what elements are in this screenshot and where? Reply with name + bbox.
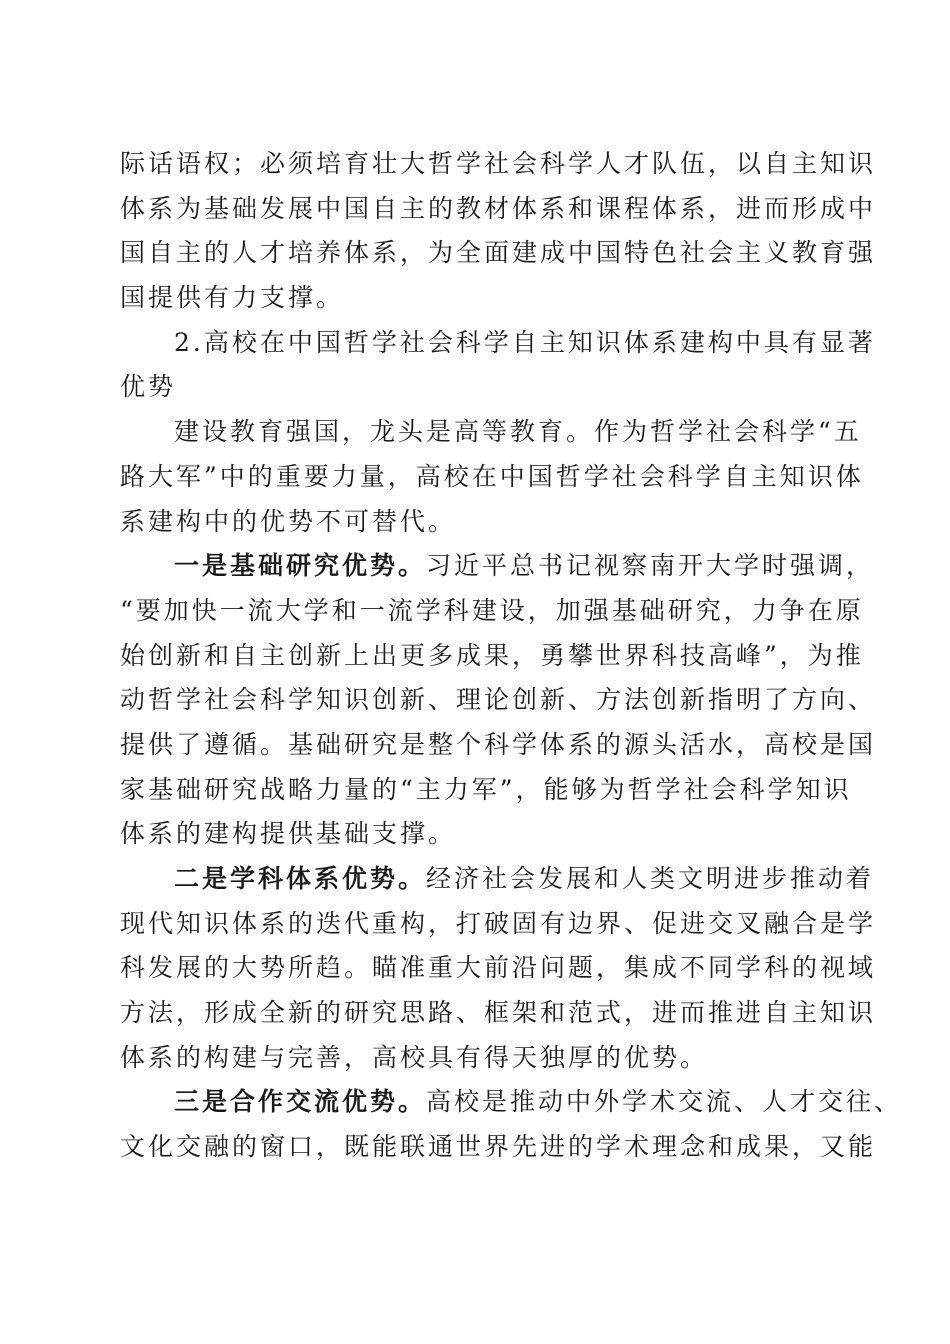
- text-line: 体系为基础发展中国自主的教材体系和课程体系，进而形成中: [120, 193, 877, 223]
- text-run: 高校是推动中外学术交流、人才交往、: [426, 1087, 903, 1117]
- bold-lead: 三是合作交流优势。: [174, 1087, 427, 1117]
- text-line: 现代知识体系的迭代重构，打破固有边界、促进交叉融合是学: [120, 908, 877, 938]
- bold-lead: 一是基础研究优势。: [174, 551, 427, 581]
- text-line: “要加快一流大学和一流学科建设，加强基础研究，力争在原: [120, 595, 864, 625]
- bold-lead: 二是学科体系优势。: [174, 864, 427, 893]
- document-page: [120, 142, 903, 1170]
- text-line: 国自主的人才培养体系，为全面建成中国特色社会主义教育强: [120, 238, 877, 268]
- text-line: 提供了遵循。基础研究是整个科学体系的源头活水，高校是国: [120, 729, 877, 759]
- text-line: 路大军”中的重要力量，高校在中国哲学社会科学自主知识体: [120, 461, 864, 491]
- text-line: 系建构中的优势不可替代。: [120, 506, 457, 536]
- text-line: 体系的建构提供基础支撑。: [120, 819, 457, 849]
- text-line: 体系的构建与完善，高校具有得天独厚的优势。: [120, 1042, 709, 1072]
- text-run: 经济社会发展和人类文明进步推动着: [426, 864, 875, 893]
- text-line: 科发展的大势所趋。瞄准重大前沿问题，集成不同学科的视域: [120, 953, 877, 983]
- text-line: 际话语权；必须培育壮大哲学社会科学人才队伍，以自主知识: [120, 149, 877, 178]
- text-line: [120, 1080, 903, 1125]
- text-line: [120, 857, 875, 902]
- section-heading: 优势: [120, 372, 177, 402]
- text-line: 始创新和自主创新上出更多成果，勇攀世界科技高峰”，为推: [120, 640, 864, 670]
- text-line: 方法，形成全新的研究思路、框架和范式，进而推进自主知识: [120, 998, 877, 1028]
- text-line: [120, 544, 875, 589]
- text-line: 建设教育强国，龙头是高等教育。作为哲学社会科学“五: [174, 417, 862, 447]
- text-line: 家基础研究战略力量的“主力军”，能够为哲学社会科学知识: [120, 774, 852, 804]
- text-run: 习近平总书记视察南开大学时强调，: [426, 551, 875, 581]
- text-line: 国提供有力支撑。: [120, 283, 345, 313]
- text-line: 文化交融的窗口，既能联通世界先进的学术理念和成果，又能: [120, 1132, 877, 1162]
- text-line: 动哲学社会科学知识创新、理论创新、方法创新指明了方向、: [120, 685, 877, 715]
- section-heading: 2.高校在中国哲学社会科学自主知识体系建构中具有显著: [174, 327, 876, 357]
